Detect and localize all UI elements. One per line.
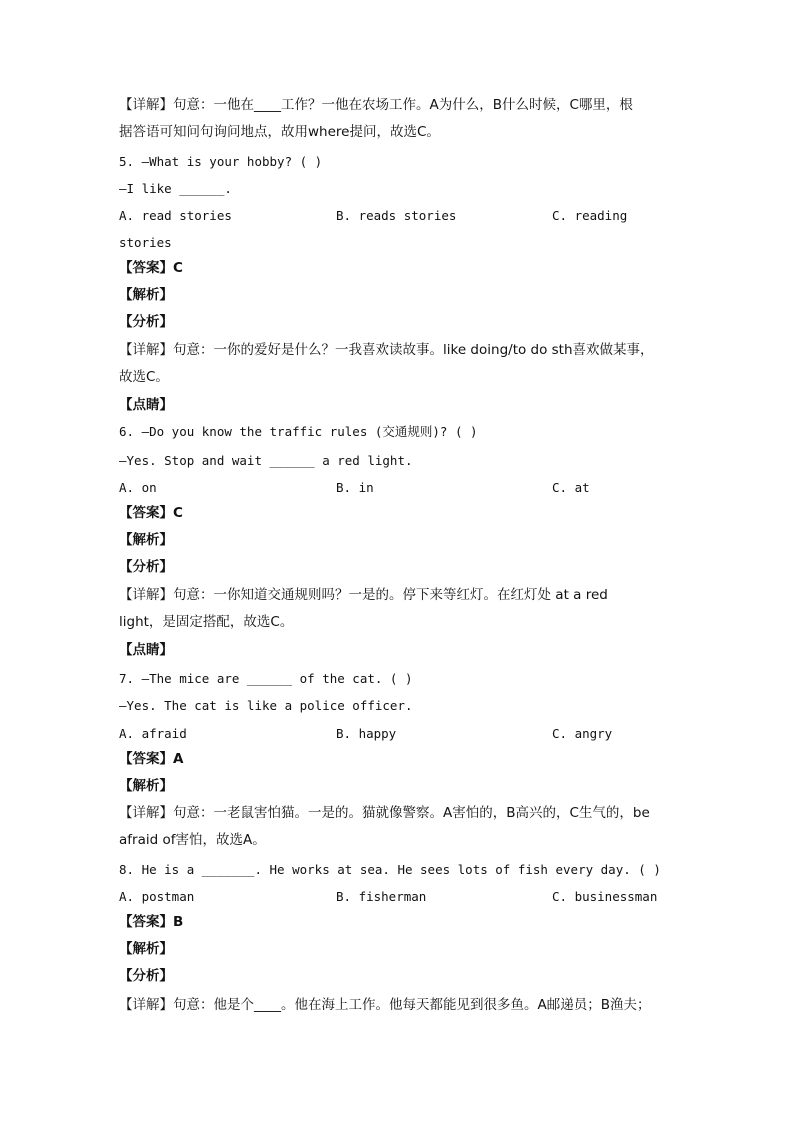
q8-fenxi: 【分析】	[119, 968, 173, 984]
q5-analysis: 【解析】	[119, 287, 173, 303]
q7-analysis: 【解析】	[119, 778, 173, 794]
q4-detail-line1: 【详解】句意：一他在____工作？一他在农场工作。A为什么，B什么时候，C哪里，根	[119, 97, 633, 113]
q6-reply: —Yes. Stop and wait ______ a red light.	[119, 453, 413, 468]
q7-options	[119, 725, 679, 745]
q5-answer: 【答案】C	[119, 260, 183, 276]
q6-detail-line2: light，是固定搭配，故选C。	[119, 614, 294, 630]
q7-option-b: B. happy	[336, 726, 397, 741]
q6-option-b: B. in	[336, 480, 374, 495]
q5-fenxi: 【分析】	[119, 314, 173, 330]
q6-options	[119, 479, 679, 499]
q8-stem: 8. He is a _______. He works at sea. He sees lots of fish every day. ( )	[119, 862, 661, 877]
q8-detail-line1: 【详解】句意：他是个____。他在海上工作。他每天都能见到很多鱼。A邮递员；B渔夫；	[119, 997, 651, 1013]
q5-option-b: B. reads stories	[336, 208, 457, 223]
q7-option-a: A. afraid	[119, 726, 187, 741]
q8-options	[119, 888, 679, 908]
q7-option-c: C. angry	[552, 726, 613, 741]
q5-detail-line2: 故选C。	[119, 369, 169, 385]
q8-option-c: C. businessman	[552, 889, 658, 904]
q5-option-c: C. reading	[552, 208, 628, 223]
q5-option-c-wrap: stories	[119, 235, 172, 250]
q5-dianjing: 【点睛】	[119, 397, 173, 413]
q4-detail-line2: 据答语可知问句询问地点，故用where提问，故选C。	[119, 124, 440, 140]
q5-stem: 5. —What is your hobby? ( )	[119, 154, 323, 169]
q7-reply: —Yes. The cat is like a police officer.	[119, 698, 413, 713]
q8-option-b: B. fisherman	[336, 889, 427, 904]
q6-stem: 6. —Do you know the traffic rules (交通规则)? ( )	[119, 424, 478, 439]
q6-option-c: C. at	[552, 480, 590, 495]
q7-detail-line2: afraid of害怕，故选A。	[119, 832, 266, 848]
q6-dianjing: 【点睛】	[119, 642, 173, 658]
q6-analysis: 【解析】	[119, 532, 173, 548]
q7-answer: 【答案】A	[119, 751, 184, 767]
q6-answer: 【答案】C	[119, 505, 183, 521]
q6-detail-line1: 【详解】句意：一你知道交通规则吗？一是的。停下来等红灯。在红灯处 at a red	[119, 587, 608, 603]
q6-fenxi: 【分析】	[119, 559, 173, 575]
q5-detail-line1: 【详解】句意：一你的爱好是什么？一我喜欢读故事。like doing/to do sth喜欢做某事，	[119, 342, 654, 358]
q5-option-a: A. read stories	[119, 208, 232, 223]
q6-option-a: A. on	[119, 480, 157, 495]
q8-analysis: 【解析】	[119, 941, 173, 957]
q8-answer: 【答案】B	[119, 914, 184, 930]
q5-reply: —I like ______.	[119, 181, 232, 196]
q7-detail-line1: 【详解】句意：一老鼠害怕猫。一是的。猫就像警察。A害怕的，B高兴的，C生气的，be	[119, 805, 650, 821]
q8-option-a: A. postman	[119, 889, 195, 904]
q7-stem: 7. —The mice are ______ of the cat. ( )	[119, 671, 413, 686]
q5-options	[119, 207, 679, 227]
